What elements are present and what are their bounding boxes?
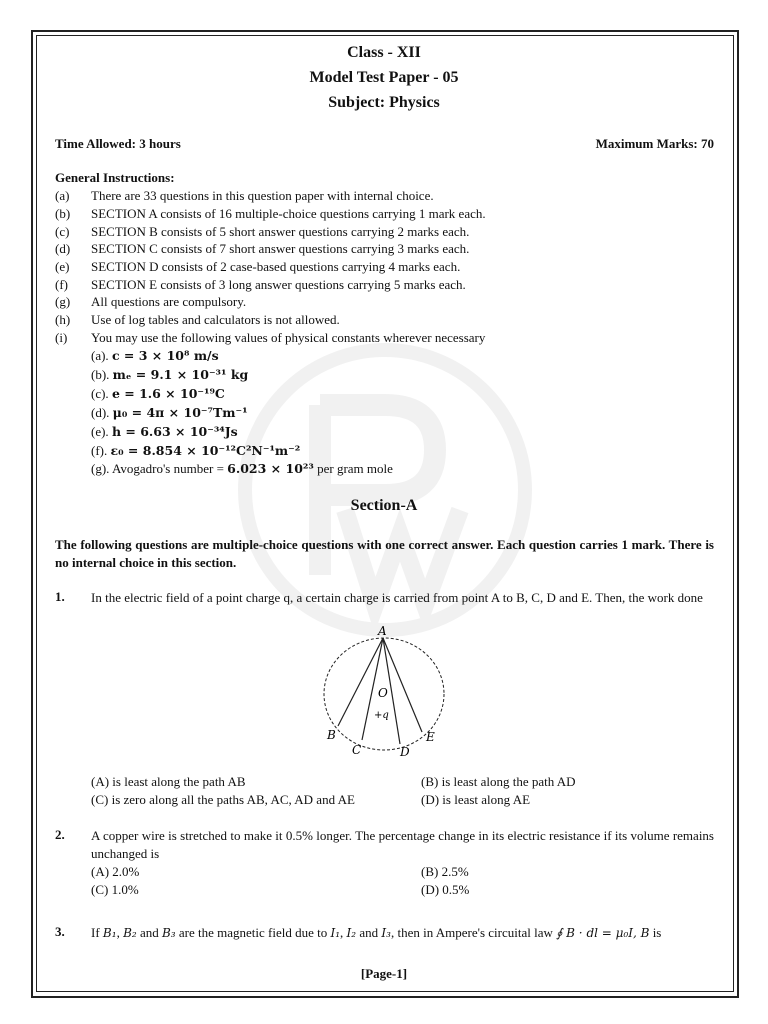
instruction-item: (b) SECTION A consists of 16 multiple-choice questions carrying 1 mark each.	[55, 206, 486, 221]
electric-field-diagram	[310, 622, 460, 764]
charge-label: +q	[374, 710, 389, 721]
question-2-option-a[interactable]: (A) 2.0%	[91, 864, 140, 879]
question-2-number: 2.	[55, 827, 65, 842]
instruction-item: (a) There are 33 questions in this question paper with internal choice.	[55, 188, 434, 203]
instruction-item: (f) SECTION E consists of 3 long answer questions carrying 5 marks each.	[55, 277, 466, 292]
question-2-option-d[interactable]: (D) 0.5%	[421, 882, 470, 897]
question-3-text: If B₁, B₂ and B₃ are the magnetic field due to I₁, I₂ and I₃, then in Ampere's circuital law ∮ B · dl = μ₀I, B is	[91, 925, 662, 940]
constant-item: (f). ε₀ = 8.854 × 10⁻¹²C²N⁻¹m⁻²	[91, 443, 301, 458]
paper-title: Model Test Paper - 05	[309, 69, 459, 86]
question-1-option-c[interactable]: (C) is zero along all the paths AB, AC, AD and AE	[91, 792, 355, 807]
instruction-item: (i) You may use the following values of physical constants wherever necessary	[55, 330, 486, 345]
constant-item: (c). e = 1.6 × 10⁻¹⁹C	[91, 386, 225, 401]
general-instructions-title: General Instructions:	[55, 170, 175, 185]
constant-item: (d). μ₀ = 4π × 10⁻⁷Tm⁻¹	[91, 405, 248, 420]
instruction-item: (d) SECTION C consists of 7 short answer questions carrying 3 marks each.	[55, 241, 470, 256]
point-d-label: D	[400, 745, 410, 759]
question-2-text: A copper wire is stretched to make it 0.5% longer. The percentage change in its electric resistance if its volume remains unchanged is	[91, 828, 714, 861]
subject-title: Subject: Physics	[328, 94, 440, 111]
question-3-number: 3.	[55, 924, 65, 939]
instruction-item: (c) SECTION B consists of 5 short answer questions carrying 2 marks each.	[55, 224, 470, 239]
question-1-option-a[interactable]: (A) is least along the path AB	[91, 774, 246, 789]
page-number: [Page-1]	[360, 966, 408, 981]
instruction-item: (h) Use of log tables and calculators is not allowed.	[55, 312, 340, 327]
constant-item: (a). c = 3 × 10⁸ m/s	[91, 348, 219, 363]
point-a-label: A	[378, 624, 387, 638]
maximum-marks: Maximum Marks: 70	[595, 136, 714, 151]
question-1-option-d[interactable]: (D) is least along AE	[421, 792, 531, 807]
question-1-number: 1.	[55, 589, 65, 604]
point-e-label: E	[426, 730, 435, 744]
question-1-option-b[interactable]: (B) is least along the path AD	[421, 774, 576, 789]
point-c-label: C	[352, 743, 362, 757]
constant-item: (b). mₑ = 9.1 × 10⁻³¹ kg	[91, 367, 249, 382]
question-2-option-c[interactable]: (C) 1.0%	[91, 882, 139, 897]
instruction-item: (g) All questions are compulsory.	[55, 294, 247, 309]
section-a-intro: The following questions are multiple-choice questions with one correct answer. Each question carries 1 mark. There is no internal choice in this section.	[55, 537, 714, 570]
section-a-title: Section-A	[350, 497, 418, 514]
question-2-option-b[interactable]: (B) 2.5%	[421, 864, 469, 879]
time-allowed: Time Allowed: 3 hours	[55, 136, 181, 151]
class-title: Class - XII	[347, 44, 421, 61]
constant-item: (e). h = 6.63 × 10⁻³⁴Js	[91, 424, 238, 439]
question-1-text: In the electric field of a point charge q, a certain charge is carried from point A to B, C, D and E. Then, the work done	[91, 590, 703, 605]
point-o-label: O	[378, 686, 388, 700]
constant-item: (g). Avogadro's number = 6.023 × 10²³ per gram mole	[91, 461, 393, 476]
point-b-label: B	[327, 728, 336, 742]
instruction-item: (e) SECTION D consists of 2 case-based questions carrying 4 marks each.	[55, 259, 461, 274]
